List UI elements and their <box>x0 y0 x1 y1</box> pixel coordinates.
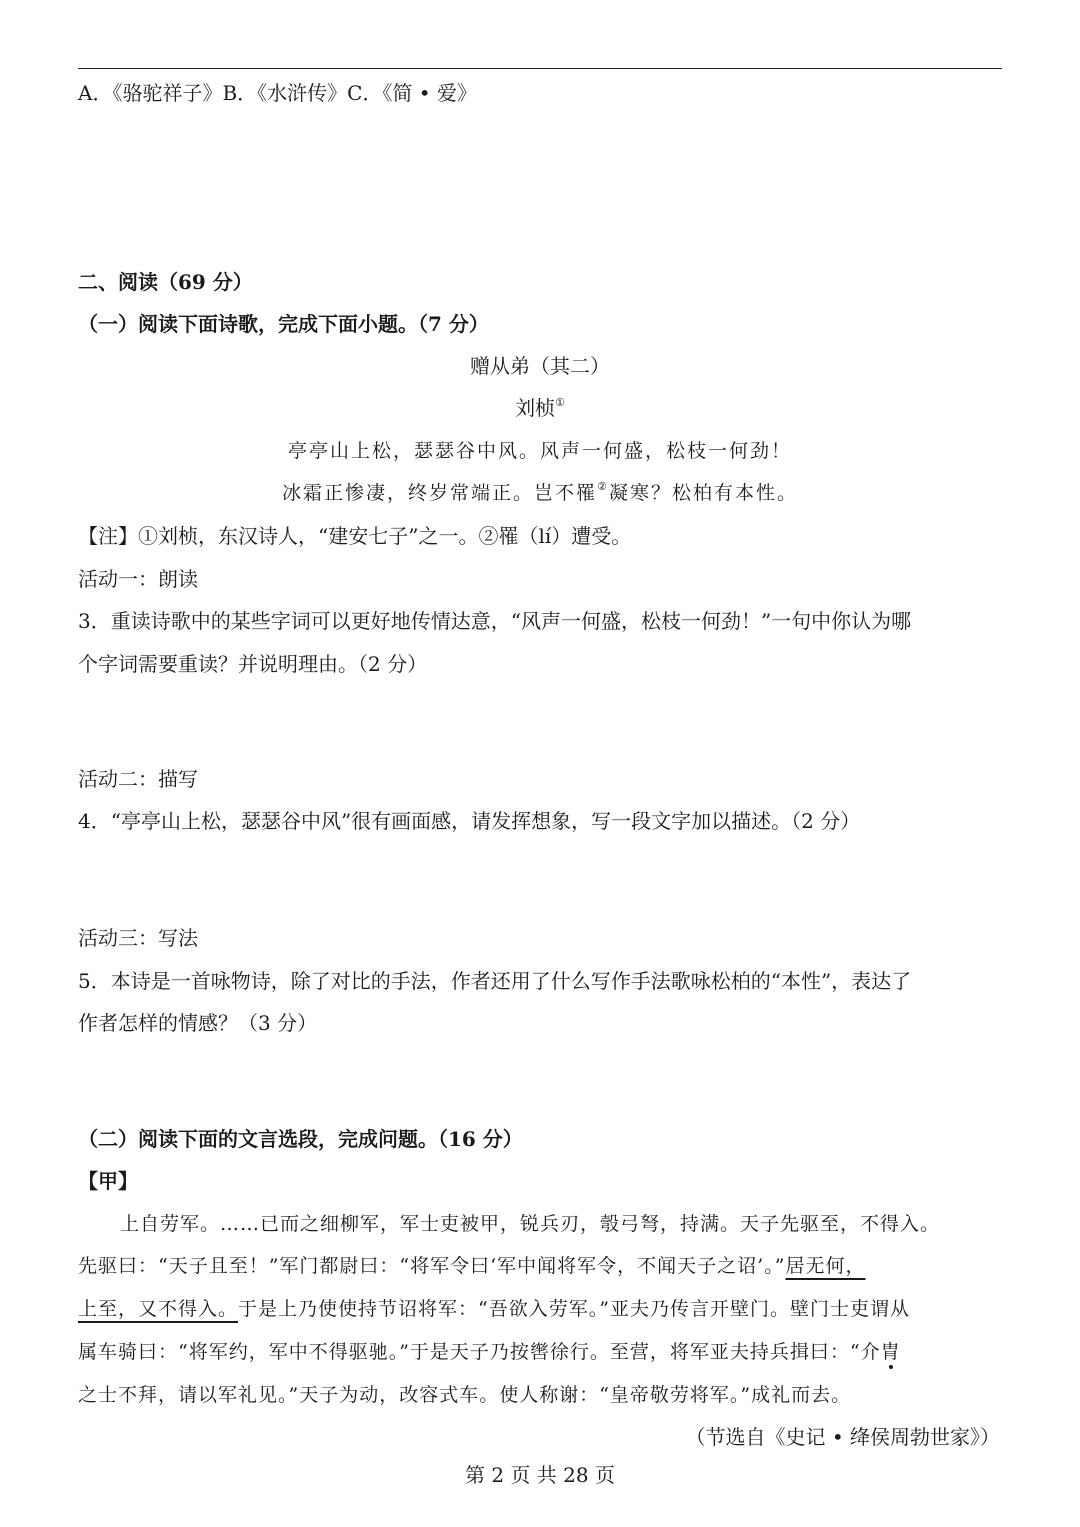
question-5-line-2: 作者怎样的情感？（3 分） <box>78 1011 318 1035</box>
activity-2-heading: 活动二：描写 <box>78 767 198 791</box>
page-footer: 第 2 页 共 28 页 <box>465 1463 615 1487</box>
poem-line-2-end: 凝寒？松柏有本性。 <box>608 482 798 504</box>
poem-title: 赠从弟（其二） <box>470 354 610 378</box>
underlined-phrase: 居无何， <box>785 1255 866 1277</box>
question-4: 4．“亭亭山上松，瑟瑟谷中风”很有画面感，请发挥想象，写一段文字加以描述。（2 分） <box>78 809 861 833</box>
answer-options: A．《骆驼祥子》B．《水浒传》C．《简 • 爱》 <box>78 81 477 105</box>
poem-line-2 <box>0 480 1080 506</box>
footnote-mark: ② <box>597 480 609 493</box>
header-rule <box>78 68 1002 69</box>
emphasized-character: 胄 <box>880 1341 901 1363</box>
activity-3-heading: 活动三：写法 <box>78 926 198 950</box>
question-3-line-1: 3．重读诗歌中的某些字词可以更好地传情达意，“风声一何盛，松枝一何劲！”一句中你认为哪 <box>78 609 912 633</box>
poem-line-1: 亭亭山上松，瑟瑟谷中风。风声一何盛，松枝一何劲！ <box>287 440 792 462</box>
author-name: 刘桢 <box>515 396 556 420</box>
passage-line-2 <box>78 1253 865 1279</box>
part-two-title: （二）阅读下面的文言选段，完成问题。（16 分） <box>78 1127 523 1151</box>
passage-line-2-text: 先驱曰：“天子且至！”军门都尉曰：“将军令曰‘军中闻将军令，不闻天子之诏’。” <box>78 1255 786 1277</box>
underlined-phrase: 上至，又不得入。 <box>78 1298 239 1320</box>
passage-line-3-text: 于是上乃使使持节诏将军：“吾欲入劳军。”亚夫乃传言开壁门。壁门士吏谓从 <box>238 1298 910 1320</box>
passage-source: （节选自《史记 • 绛侯周勃世家》） <box>685 1425 1000 1449</box>
activity-1-heading: 活动一：朗读 <box>78 567 198 591</box>
poem-notes: 【注】①刘桢，东汉诗人，“建安七子”之一。②罹（lí）遭受。 <box>78 524 632 548</box>
part-one-title: （一）阅读下面诗歌，完成下面小题。（7 分） <box>78 312 489 336</box>
passage-label-jia: 【甲】 <box>78 1169 138 1193</box>
question-3-line-2: 个字词需要重读？并说明理由。（2 分） <box>78 652 428 676</box>
question-5-line-1: 5．本诗是一首咏物诗，除了对比的手法，作者还用了什么写作手法歌咏松柏的“本性”，表达了 <box>78 969 912 993</box>
passage-line-5: 之士不拜，请以军礼见。”天子为动，改容式车。使人称谢：“皇帝敬劳将军。”成礼而去。 <box>78 1384 852 1406</box>
poem-line-2-start: 冰霜正惨凄，终岁常端正。岂不罹 <box>282 482 598 504</box>
passage-line-1: 上自劳军。……已而之细柳军，军士吏被甲，锐兵刃，彀弓弩，持满。天子先驱至，不得入。 <box>120 1213 941 1235</box>
passage-line-3 <box>78 1296 910 1322</box>
passage-line-4-text: 属车骑曰：“将军约，军中不得驱驰。”于是天子乃按辔徐行。至营，将军亚夫持兵揖曰：“介 <box>78 1341 881 1363</box>
footnote-mark: ① <box>555 396 565 409</box>
section-heading: 二、阅读（69 分） <box>78 270 253 294</box>
poem-author <box>0 395 1080 421</box>
passage-line-4 <box>78 1339 901 1365</box>
